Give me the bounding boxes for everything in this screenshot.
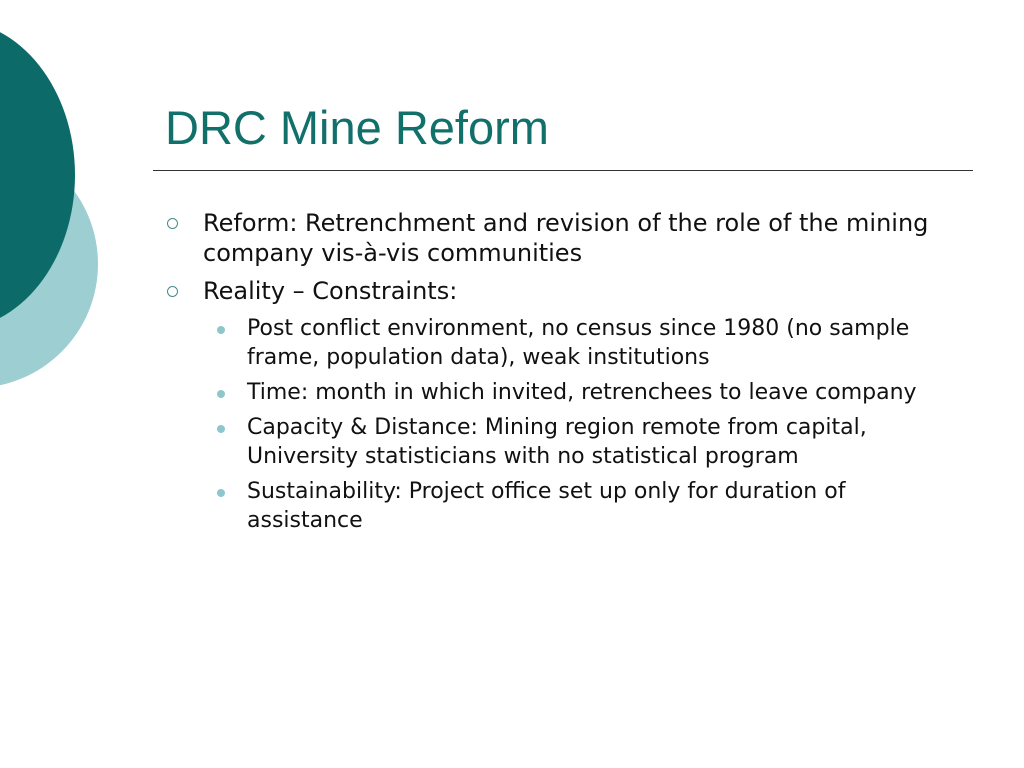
hollow-circle-bullet-icon bbox=[167, 286, 178, 297]
bullet-text: Reality – Constraints: bbox=[203, 277, 458, 305]
dot-bullet-icon bbox=[217, 326, 225, 334]
sub-bullet-text: Time: month in which invited, retrenchees to leave company bbox=[247, 380, 917, 405]
title-divider bbox=[153, 170, 973, 171]
slide-body bbox=[165, 208, 965, 541]
sub-bullet-post-conflict bbox=[165, 314, 965, 372]
dot-bullet-icon bbox=[217, 489, 225, 497]
sub-bullet-time bbox=[165, 378, 965, 407]
sub-bullet-sustainability bbox=[165, 477, 965, 535]
sub-bullet-text: Capacity & Distance: Mining region remote from capital, University statisticians with no statistical program bbox=[247, 415, 867, 469]
slide-title: DRC Mine Reform bbox=[165, 101, 549, 154]
bullet-reality bbox=[165, 276, 965, 306]
bullet-reform bbox=[165, 208, 965, 268]
bullet-text: Reform: Retrenchment and revision of the role of the mining company vis-à-vis communities bbox=[203, 209, 929, 267]
sub-bullet-capacity bbox=[165, 413, 965, 471]
sub-bullet-text: Sustainability: Project office set up only for duration of assistance bbox=[247, 479, 846, 533]
dot-bullet-icon bbox=[217, 425, 225, 433]
sub-bullet-text: Post conflict environment, no census since 1980 (no sample frame, population data), weak institutions bbox=[247, 316, 910, 370]
sub-bullet-list bbox=[165, 314, 965, 535]
hollow-circle-bullet-icon bbox=[167, 218, 178, 229]
dot-bullet-icon bbox=[217, 390, 225, 398]
